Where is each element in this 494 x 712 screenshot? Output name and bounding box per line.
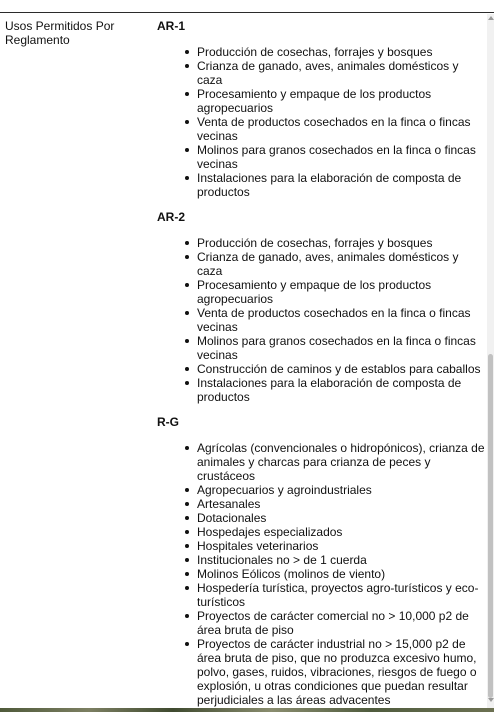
list-item: Procesamiento y empaque de los productos agropecuarios [157,278,487,306]
list-item: Molinos para granos cosechados en la finca o fincas vecinas [157,334,487,362]
list-item: Venta de productos cosechados en la finca o fincas vecinas [157,115,487,143]
background-strip [0,708,494,712]
list-item: Dotacionales [157,511,487,525]
list-item: Crianza de ganado, aves, animales domésticos y caza [157,250,487,278]
list-item: Construcción de caminos y de establos para caballos [157,362,487,376]
scroll-up-arrow-icon[interactable] [488,16,494,20]
list-item: Instalaciones para la elaboración de composta de productos [157,376,487,404]
zone-title: AR-2 [157,210,186,224]
list-item: Hospitales veterinarios [157,539,487,553]
list-item: Hospedería turística, proyectos agro-turísticos y eco-turísticos [157,581,487,609]
scrollbar-thumb[interactable] [488,354,493,698]
list-item: Producción de cosechas, forrajes y bosques [157,45,487,59]
zone-section-ar-1 [157,19,487,210]
list-item: Hospedajes especializados [157,525,487,539]
zone-title: AR-1 [157,19,186,33]
scroll-down-arrow-icon[interactable] [488,698,494,702]
list-item: Agropecuarios y agroindustriales [157,483,487,497]
zone-title: R-G [157,415,179,429]
list-item: Crianza de ganado, aves, animales domésticos y caza [157,59,487,87]
top-divider [0,12,494,13]
zone-uses-list [157,236,487,404]
list-item: Venta de productos cosechados en la finca o fincas vecinas [157,306,487,334]
zone-uses-list [157,441,487,707]
vertical-scrollbar[interactable] [487,14,494,712]
zone-uses-list [157,45,487,199]
list-item: Molinos Eólicos (molinos de viento) [157,567,487,581]
list-item: Proyectos de carácter comercial no > 10,000 p2 de área bruta de piso [157,609,487,637]
list-item: Artesanales [157,497,487,511]
field-label: Usos Permitidos Por Reglamento [5,19,115,47]
list-item: Molinos para granos cosechados en la finca o fincas vecinas [157,143,487,171]
zone-section-r-g [157,415,487,707]
list-item: Agrícolas (convencionales o hidropónicos), crianza de animales y charcas para crianza de peces y crustáceos [157,441,487,483]
zone-section-ar-2 [157,210,487,415]
list-item: Instalaciones para la elaboración de composta de productos [157,171,487,199]
list-item: Institucionales no > de 1 cuerda [157,553,487,567]
list-item: Procesamiento y empaque de los productos agropecuarios [157,87,487,115]
list-item: Proyectos de carácter industrial no > 15,000 p2 de área bruta de piso, que no produzca excesivo humo, polvo, gases, ruidos, vibraciones, riesgos de fuego o explosión, u otras condiciones que puedan resultar perjudiciales a las áreas advacentes [157,637,487,707]
zones-content [157,19,487,707]
list-item: Producción de cosechas, forrajes y bosques [157,236,487,250]
